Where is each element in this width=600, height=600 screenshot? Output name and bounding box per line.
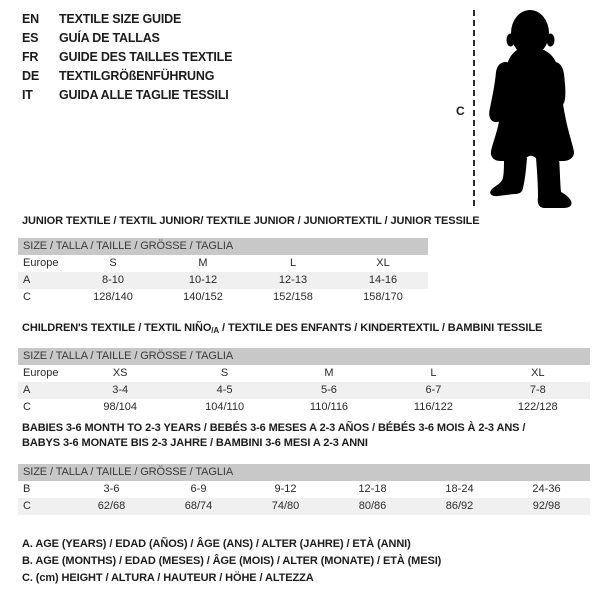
table-row-months xyxy=(18,481,590,498)
size-header-bar: SIZE / TALLA / TAILLE / GRÖSSE / TAGLIA xyxy=(18,348,590,365)
table-row-europe xyxy=(18,365,590,382)
table-row-age xyxy=(18,382,590,399)
baby-silhouette-icon xyxy=(470,0,600,215)
value-cell: 24-36 xyxy=(532,483,561,495)
language-code: DE xyxy=(22,69,39,83)
table-row-height xyxy=(18,498,590,515)
size-cell: L xyxy=(289,257,297,269)
height-measure-label: C xyxy=(456,104,465,118)
size-cell: XS xyxy=(112,367,128,379)
title-text: CHILDREN'S TEXTILE / TEXTIL NIÑO xyxy=(22,322,212,334)
language-list xyxy=(22,10,232,105)
babies-title-line2: BABYS 3-6 MONATE BIS 2-3 JAHRE / BAMBINI 3-6 MESI A 2-3 ANNI xyxy=(22,437,368,449)
value-cell: 122/128 xyxy=(517,401,558,413)
language-code: IT xyxy=(22,88,33,102)
language-row-fr xyxy=(22,48,232,67)
size-cell: M xyxy=(324,367,334,379)
value-cell: 128/140 xyxy=(93,291,133,303)
babies-title-line1: BABIES 3-6 MONTH TO 2-3 YEARS / BEBÉS 3-6 MESES A 2-3 AÑOS / BÉBÉS 3-6 MOIS À 2-3 ANS / xyxy=(22,422,526,434)
value-cell: 18-24 xyxy=(445,483,474,495)
size-cell: M xyxy=(198,257,208,269)
footnote-height: C. (cm) HEIGHT / ALTURA / HAUTEUR / HÖHE / ALTEZZA xyxy=(22,572,314,584)
value-cell: 158/170 xyxy=(363,291,403,303)
language-code: FR xyxy=(22,50,39,64)
value-cell: 62/68 xyxy=(97,500,126,512)
row-label-cell: Europe xyxy=(23,257,59,269)
guide-title-en: TEXTILE SIZE GUIDE xyxy=(59,12,182,26)
row-label-cell: C xyxy=(23,401,31,413)
table-row-height xyxy=(18,399,590,416)
size-cell: S xyxy=(109,257,117,269)
language-row-es xyxy=(22,29,232,48)
value-cell: 6-9 xyxy=(190,483,207,495)
value-cell: 12-13 xyxy=(278,274,308,286)
row-label-cell: A xyxy=(23,384,31,396)
size-cell: XL xyxy=(376,257,390,269)
size-header-bar: SIZE / TALLA / TAILLE / GRÖSSE / TAGLIA xyxy=(18,238,428,255)
value-cell: 98/104 xyxy=(103,401,138,413)
value-cell: 116/122 xyxy=(413,401,453,413)
language-row-en xyxy=(22,10,232,29)
size-cell: L xyxy=(430,367,437,379)
language-code: EN xyxy=(22,12,39,26)
value-cell: 8-10 xyxy=(101,274,125,286)
row-label-cell: B xyxy=(23,483,31,495)
title-text: / TEXTILE DES ENFANTS / KINDERTEXTIL / BAMBINI TESSILE xyxy=(219,322,543,334)
junior-section-title: JUNIOR TEXTILE / TEXTIL JUNIOR/ TEXTILE JUNIOR / JUNIORTEXTIL / JUNIOR TESSILE xyxy=(22,215,480,227)
value-cell: 4-5 xyxy=(216,384,233,396)
table-row-age xyxy=(18,272,428,289)
value-cell: 10-12 xyxy=(188,274,218,286)
junior-size-table xyxy=(18,238,428,306)
size-header-bar: SIZE / TALLA / TAILLE / GRÖSSE / TAGLIA xyxy=(18,464,590,481)
value-cell: 74/80 xyxy=(271,500,300,512)
value-cell: 3-6 xyxy=(103,483,120,495)
row-label-cell: A xyxy=(23,274,31,286)
guide-title-it: GUIDA ALLE TAGLIE TESSILI xyxy=(59,88,229,102)
legend-footnotes xyxy=(22,536,441,587)
value-cell: 14-16 xyxy=(368,274,398,286)
value-cell: 140/152 xyxy=(183,291,223,303)
row-label-cell: C xyxy=(23,500,31,512)
table-row-europe xyxy=(18,255,428,272)
value-cell: 3-4 xyxy=(112,384,129,396)
title-subscript: /A xyxy=(211,326,220,335)
children-section-title xyxy=(22,321,542,338)
row-label-cell: C xyxy=(23,291,31,303)
value-cell: 68/74 xyxy=(184,500,213,512)
value-cell: 92/98 xyxy=(532,500,561,512)
value-cell: 7-8 xyxy=(529,384,546,396)
value-cell: 80/86 xyxy=(358,500,387,512)
size-cell: XL xyxy=(531,367,545,379)
value-cell: 104/110 xyxy=(205,401,245,413)
guide-title-es: GUÍA DE TALLAS xyxy=(59,31,160,45)
table-row-height xyxy=(18,289,428,306)
value-cell: 86/92 xyxy=(445,500,474,512)
size-cell: S xyxy=(220,367,229,379)
children-size-table xyxy=(18,348,590,416)
row-label-cell: Europe xyxy=(23,367,59,379)
language-row-de xyxy=(22,67,232,86)
language-row-it xyxy=(22,86,232,105)
value-cell: 6-7 xyxy=(425,384,442,396)
value-cell: 5-6 xyxy=(321,384,337,396)
guide-title-fr: GUIDE DES TAILLES TEXTILE xyxy=(59,50,233,64)
value-cell: 9-12 xyxy=(274,483,297,495)
footnote-age-years: A. AGE (YEARS) / EDAD (AÑOS) / ÂGE (ANS) / ALTER (JAHRE) / ETÀ (ANNI) xyxy=(22,538,411,550)
value-cell: 12-18 xyxy=(358,483,387,495)
guide-title-de: TEXTILGRÖßENFÜHRUNG xyxy=(59,69,215,83)
value-cell: 152/158 xyxy=(273,291,313,303)
value-cell: 110/116 xyxy=(309,401,349,413)
language-code: ES xyxy=(22,31,39,45)
footnote-age-months: B. AGE (MONTHS) / EDAD (MESES) / ÂGE (MOIS) / ALTER (MONATE) / ETÀ (MESI) xyxy=(22,555,442,567)
babies-size-table xyxy=(18,464,590,515)
babies-section-title xyxy=(22,421,525,451)
